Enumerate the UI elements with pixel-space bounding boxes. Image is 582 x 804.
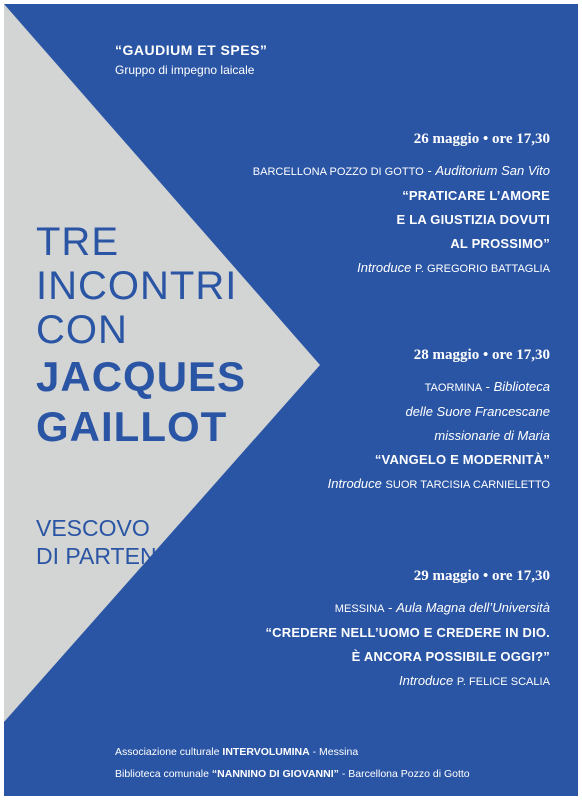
footer-line-2 — [115, 763, 470, 785]
event-place: BARCELLONA POZZO DI GOTTO - Auditorium San Vito — [252, 163, 550, 178]
footer-text: - Messina — [312, 746, 359, 758]
event-date: 29 maggio • ore 17,30 — [413, 568, 550, 584]
intro-label: Introduce — [357, 260, 412, 275]
event-2 — [328, 344, 550, 497]
event-place: TAORMINA - Biblioteca — [424, 379, 550, 394]
event-3 — [265, 565, 550, 694]
event-venue: Auditorium San Vito — [435, 163, 550, 178]
subtitle-line-1: VESCOVO — [36, 515, 150, 541]
event-city: BARCELLONA POZZO DI GOTTO — [252, 166, 424, 178]
title-line-3: CON — [36, 308, 128, 352]
title-name-last: GAILLOT — [36, 403, 228, 450]
subtitle-line-2: DI PARTENIA — [36, 543, 179, 569]
event-1 — [253, 128, 550, 281]
footer-text: Biblioteca comunale — [115, 768, 209, 780]
speaker-name: P. FELICE SCALIA — [456, 676, 550, 688]
event-talk-line: E LA GIUSTIZIA DOVUTI — [396, 212, 550, 227]
poster-title — [36, 220, 246, 452]
poster — [4, 4, 578, 796]
footer — [115, 741, 470, 785]
event-talk-line: AL PROSSIMO” — [450, 236, 550, 251]
event-date: 26 maggio • ore 17,30 — [413, 131, 550, 147]
title-name-first: JACQUES — [36, 353, 247, 400]
speaker-name: P. GREGORIO BATTAGLIA — [414, 263, 550, 275]
event-venue: delle Suore Francescane — [405, 404, 550, 419]
title-line-1: TRE — [36, 220, 119, 264]
footer-line-1 — [115, 741, 470, 763]
event-talk-line: “VANGELO E MODERNITÀ” — [374, 452, 550, 467]
event-talk-line: È ANCORA POSSIBILE OGGI?” — [351, 649, 550, 664]
event-venue: missionarie di Maria — [434, 428, 550, 443]
footer-org-name: “NANNINO DI GIOVANNI” — [211, 768, 339, 780]
event-city: MESSINA — [334, 603, 385, 615]
event-talk-line: “CREDERE NELL’UOMO E CREDERE IN DIO. — [265, 625, 550, 640]
event-venue-line — [328, 424, 550, 448]
event-venue: Aula Magna dell’Università — [396, 600, 550, 615]
event-introducer — [328, 472, 550, 497]
event-venue: Biblioteca — [493, 379, 550, 394]
intro-label: Introduce — [399, 673, 454, 688]
intro-label: Introduce — [327, 476, 382, 491]
event-city: TAORMINA — [424, 382, 483, 394]
event-venue-line — [328, 400, 550, 424]
footer-text: - Barcellona Pozzo di Gotto — [341, 768, 470, 780]
poster-subtitle — [36, 514, 178, 570]
organizer-block — [115, 42, 267, 77]
footer-org-name: INTERVOLUMINA — [222, 746, 310, 758]
event-introducer — [265, 669, 550, 694]
footer-text: Associazione culturale — [115, 746, 220, 758]
event-introducer — [253, 256, 550, 281]
event-talk-line: “PRATICARE L’AMORE — [402, 188, 550, 203]
event-date: 28 maggio • ore 17,30 — [413, 347, 550, 363]
organizer-subtitle: Gruppo di impegno laicale — [115, 63, 255, 77]
organizer-name: “GAUDIUM ET SPES” — [115, 42, 268, 58]
speaker-name: SUOR TARCISIA CARNIELETTO — [385, 479, 550, 491]
title-line-2: INCONTRI — [36, 264, 238, 308]
event-place: MESSINA - Aula Magna dell’Università — [334, 600, 550, 615]
